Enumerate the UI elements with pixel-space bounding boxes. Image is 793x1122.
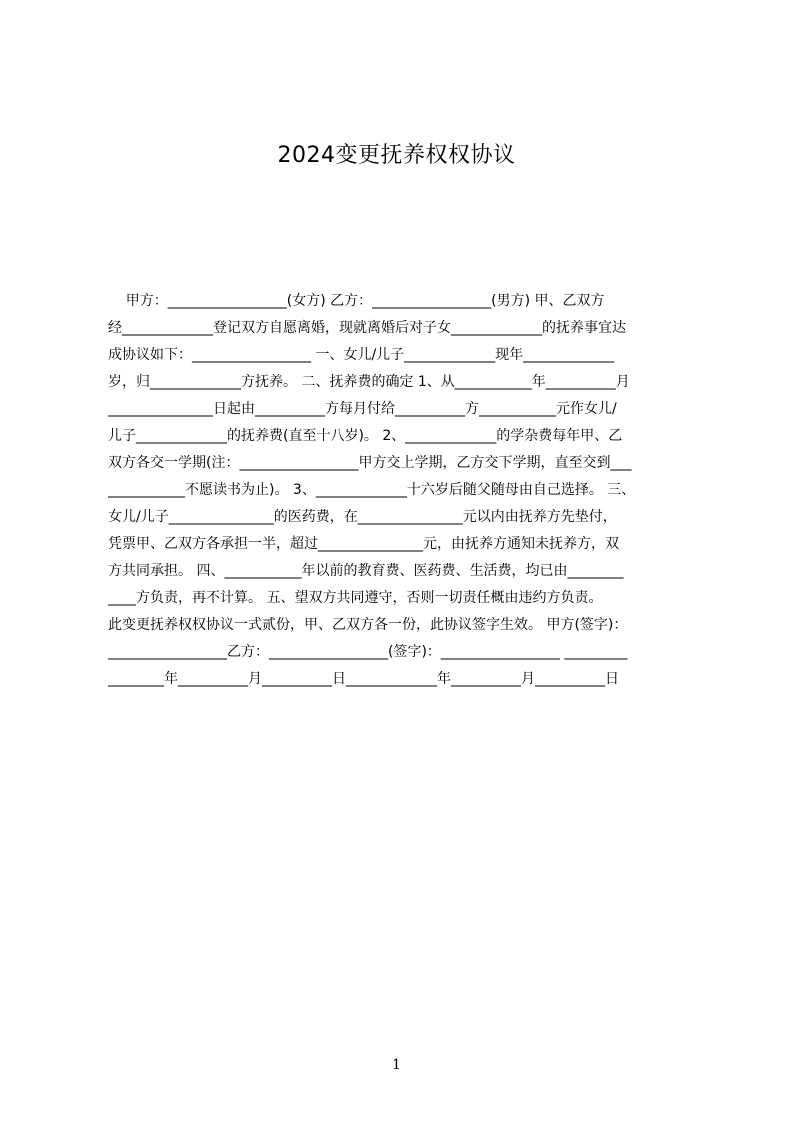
agreement-line: _______________日起由__________方每月付给__________方___________元作女儿/	[108, 401, 617, 417]
agreement-line: 岁，归_____________方抚养。 二、抚养费的确定 1、从___________年__________月	[108, 374, 630, 390]
agreement-line: 方共同承担。 四、___________年以前的教育费、医药费、生活费，均已由________	[108, 563, 624, 579]
agreement-line: 儿子_____________的抚养费(直至十八岁)。 2、_____________的学杂费每年甲、乙	[108, 428, 623, 444]
page-number: 1	[392, 1057, 401, 1073]
agreement-line: 成协议如下：_________________ 一、女儿/儿子_____________现年_____________	[108, 347, 615, 363]
agreement-line: 女儿/儿子_______________的医药费，在_______________元以内由抚养方先垫付，	[108, 509, 617, 525]
agreement-line: 凭票甲、乙双方各承担一半，超过_______________元，由抚养方通知未抚养方，双	[108, 536, 619, 552]
agreement-line: ___________不愿读书为止)。 3、_____________十六岁后随父随母由自己选择。 三、	[108, 482, 636, 498]
agreement-line: _________________乙方：_________________(签字)：_________________ _________	[108, 644, 628, 660]
agreement-line: 双方各交一学期(注：_________________甲方交上学期，乙方交下学期，直至交到___	[108, 455, 632, 471]
agreement-line: 经_____________登记双方自愿离婚，现就离婚后对子女_____________的抚养事宜达	[108, 320, 626, 336]
agreement-line: ________年__________月__________日_____________年__________月__________日	[108, 671, 619, 687]
page-title: 2024变更抚养权权协议	[277, 143, 516, 168]
agreement-line: ____方负责，再不计算。 五、望双方共同遵守，否则一切责任概由违约方负责。	[108, 590, 603, 606]
agreement-body	[108, 288, 698, 708]
agreement-line: 此变更抚养权权协议一式贰份，甲、乙双方各一份，此协议签字生效。 甲方(签字)：	[108, 617, 628, 633]
agreement-line: 甲方：_________________(女方) 乙方：_________________(男方) 甲、乙双方	[108, 293, 605, 309]
